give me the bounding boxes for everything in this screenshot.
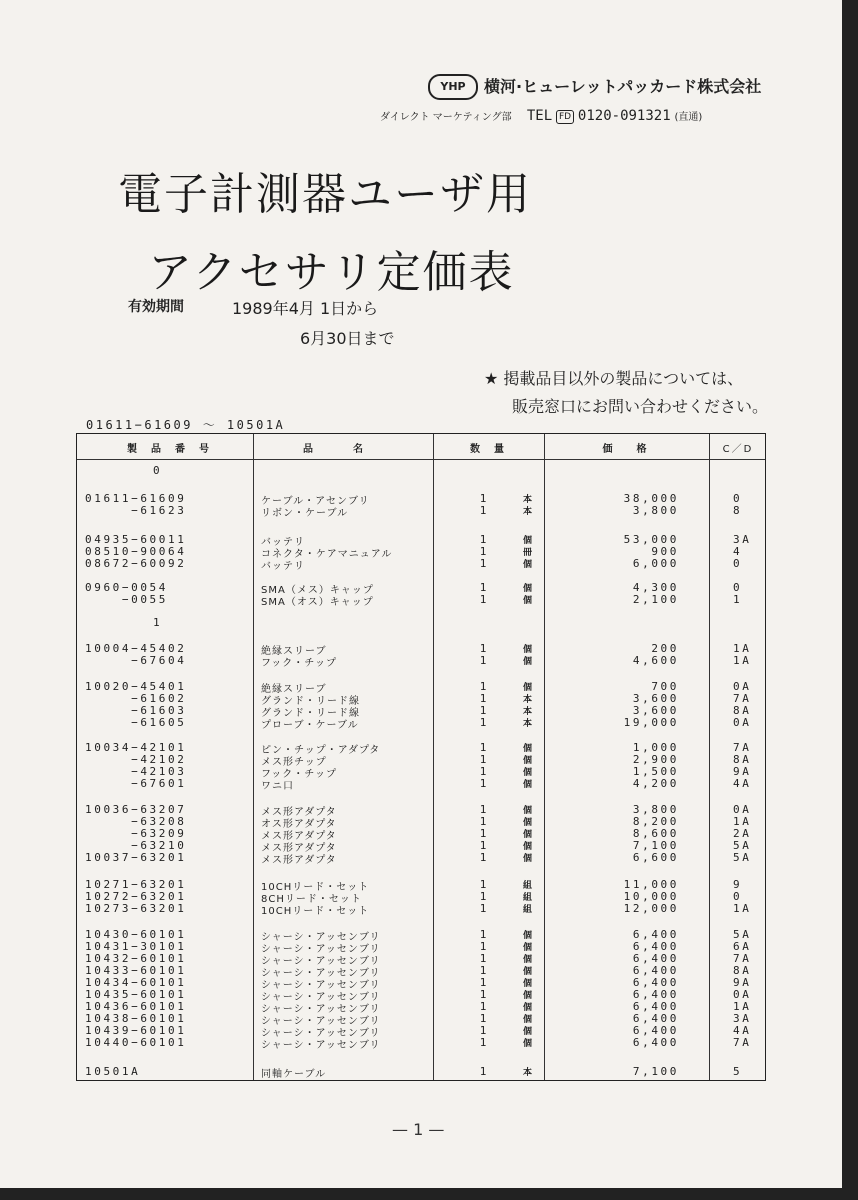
- price-cell: 900: [651, 545, 679, 558]
- part-number-cell: 08510−90064: [85, 545, 187, 558]
- page-number: — 1 —: [392, 1120, 445, 1139]
- product-name-cell: ワニ口: [261, 781, 294, 792]
- part-number-cell: 10501A: [85, 1065, 141, 1078]
- cd-cell: 1A: [733, 815, 752, 828]
- product-name-cell: 絶縁スリーブ: [261, 684, 327, 695]
- product-name-cell: シャーシ・アッセンブリ: [261, 956, 381, 967]
- note-line2: 販売窓口にお問い合わせください。: [512, 397, 769, 416]
- cd-cell: 8A: [733, 704, 752, 717]
- table-row: [77, 902, 765, 915]
- product-name-cell: シャーシ・アッセンブリ: [261, 1004, 381, 1015]
- document-title-line1: 電子計測器ユーザ用: [118, 169, 532, 220]
- price-cell: 3,800: [632, 803, 679, 816]
- cd-cell: 7A: [733, 741, 752, 754]
- cd-cell: 7A: [733, 1036, 752, 1049]
- unit-cell: 個: [523, 943, 533, 953]
- part-number-cell: −63210: [85, 839, 187, 852]
- quantity-cell: 1: [479, 940, 487, 953]
- unit-cell: 組: [523, 881, 533, 891]
- part-number-cell: 10037−63201: [85, 851, 187, 864]
- part-number-cell: −61603: [85, 704, 187, 717]
- product-name-cell: コネクタ・ケアマニュアル: [261, 549, 393, 560]
- part-number-cell: 10435−60101: [85, 988, 187, 1001]
- part-number-cell: −42102: [85, 753, 187, 766]
- table-row: [77, 557, 765, 570]
- unit-cell: 本: [523, 719, 533, 729]
- cd-cell: 1A: [733, 902, 752, 915]
- product-name-cell: SMA（オス）キャップ: [261, 597, 374, 608]
- product-name-cell: 10CHリード・セット: [261, 906, 370, 917]
- unit-cell: 本: [523, 1068, 533, 1078]
- product-name-cell: シャーシ・アッセンブリ: [261, 932, 381, 943]
- quantity-cell: 1: [479, 1065, 487, 1078]
- quantity-cell: 1: [479, 504, 487, 517]
- part-number-cell: −61623: [85, 504, 187, 517]
- header-part-number: 製品番号: [127, 444, 223, 455]
- unit-cell: 組: [523, 893, 533, 903]
- quantity-cell: 1: [479, 964, 487, 977]
- quantity-cell: 1: [479, 851, 487, 864]
- price-cell: 6,400: [632, 1000, 679, 1013]
- tel-number: 0120-091321: [577, 108, 671, 124]
- free-dial-icon: FD: [556, 110, 574, 124]
- product-name-cell: シャーシ・アッセンブリ: [261, 980, 381, 991]
- price-cell: 6,400: [632, 1036, 679, 1049]
- part-number-cell: 10271−63201: [85, 878, 187, 891]
- quantity-cell: 1: [479, 557, 487, 570]
- price-cell: 6,400: [632, 952, 679, 965]
- price-cell: 7,100: [632, 1065, 679, 1078]
- unit-cell: 個: [523, 756, 533, 766]
- part-number-cell: 10004−45402: [85, 642, 187, 655]
- part-number-cell: 10273−63201: [85, 902, 187, 915]
- part-number-cell: −63209: [85, 827, 187, 840]
- part-number-cell: −42103: [85, 765, 187, 778]
- quantity-cell: 1: [479, 741, 487, 754]
- table-row: [77, 851, 765, 864]
- validity-to: 6月30日まで: [300, 329, 395, 348]
- price-cell: 6,400: [632, 940, 679, 953]
- product-name-cell: シャーシ・アッセンブリ: [261, 944, 381, 955]
- quantity-cell: 1: [479, 803, 487, 816]
- cd-cell: 4A: [733, 777, 752, 790]
- cd-cell: 0A: [733, 803, 752, 816]
- unit-cell: 個: [523, 818, 533, 828]
- price-cell: 11,000: [623, 878, 679, 891]
- part-number-cell: −0055: [85, 593, 169, 606]
- price-cell: 12,000: [623, 902, 679, 915]
- part-number-cell: 10430−60101: [85, 928, 187, 941]
- header-product-name: 品名: [303, 444, 403, 455]
- validity-from: 1989年4月 1日から: [232, 299, 379, 318]
- cd-cell: 7A: [733, 692, 752, 705]
- part-number-cell: 10034−42101: [85, 741, 187, 754]
- unit-cell: 個: [523, 991, 533, 1001]
- product-name-cell: グランド・リード線: [261, 708, 360, 719]
- quantity-cell: 1: [479, 902, 487, 915]
- quantity-cell: 1: [479, 533, 487, 546]
- quantity-cell: 1: [479, 1036, 487, 1049]
- product-name-cell: プローブ・ケーブル: [261, 720, 359, 731]
- cd-cell: 1: [733, 593, 743, 606]
- cd-cell: 0: [733, 890, 743, 903]
- contact-line: [380, 108, 770, 124]
- document-title-line2: アクセサリ定価表: [148, 247, 515, 298]
- unit-cell: 個: [523, 596, 533, 606]
- yhp-logo: YHP: [428, 74, 478, 100]
- part-number-cell: 08672−60092: [85, 557, 187, 570]
- unit-cell: 個: [523, 967, 533, 977]
- cd-cell: 8A: [733, 753, 752, 766]
- product-name-cell: グランド・リード線: [261, 696, 360, 707]
- note-line1: ★ 掲載品目以外の製品については、: [484, 369, 744, 388]
- unit-cell: 個: [523, 683, 533, 693]
- unit-cell: 個: [523, 830, 533, 840]
- unit-cell: 個: [523, 536, 533, 546]
- part-number-cell: 10439−60101: [85, 1024, 187, 1037]
- unit-cell: 個: [523, 768, 533, 778]
- product-name-cell: シャーシ・アッセンブリ: [261, 968, 381, 979]
- quantity-cell: 1: [479, 890, 487, 903]
- quantity-cell: 1: [479, 1000, 487, 1013]
- price-cell: 3,600: [632, 692, 679, 705]
- quantity-cell: 1: [479, 716, 487, 729]
- cd-cell: 1A: [733, 1000, 752, 1013]
- price-cell: 3,800: [632, 504, 679, 517]
- cd-cell: 9A: [733, 765, 752, 778]
- price-cell: 2,100: [632, 593, 679, 606]
- price-table: [76, 433, 766, 1081]
- table-row: [77, 1065, 765, 1078]
- price-cell: 38,000: [623, 492, 679, 505]
- unit-cell: 個: [523, 584, 533, 594]
- part-number-cell: 10440−60101: [85, 1036, 187, 1049]
- price-cell: 7,100: [632, 839, 679, 852]
- product-name-cell: シャーシ・アッセンブリ: [261, 1028, 381, 1039]
- cd-cell: 4: [733, 545, 743, 558]
- validity-label: 有効期間: [128, 299, 184, 315]
- price-cell: 19,000: [623, 716, 679, 729]
- price-cell: 6,400: [632, 988, 679, 1001]
- price-cell: 6,400: [632, 976, 679, 989]
- part-number-cell: 0960−0054: [85, 581, 169, 594]
- price-cell: 53,000: [623, 533, 679, 546]
- scan-edge-bottom: [0, 1188, 858, 1200]
- price-cell: 8,200: [632, 815, 679, 828]
- price-cell: 6,400: [632, 928, 679, 941]
- price-cell: 6,000: [632, 557, 679, 570]
- quantity-cell: 1: [479, 765, 487, 778]
- unit-cell: 個: [523, 560, 533, 570]
- table-row: [77, 777, 765, 790]
- unit-cell: 本: [523, 695, 533, 705]
- group-label: 0: [153, 464, 160, 477]
- group-label: 1: [153, 616, 160, 629]
- product-name-cell: メス形アダプタ: [261, 855, 337, 866]
- part-number-cell: 10438−60101: [85, 1012, 187, 1025]
- product-name-cell: SMA（メス）キャップ: [261, 585, 374, 596]
- quantity-cell: 1: [479, 654, 487, 667]
- quantity-cell: 1: [479, 1012, 487, 1025]
- product-name-cell: バッテリ: [261, 537, 305, 548]
- cd-cell: 1A: [733, 642, 752, 655]
- quantity-cell: 1: [479, 704, 487, 717]
- unit-cell: 冊: [523, 548, 533, 558]
- unit-cell: 個: [523, 780, 533, 790]
- part-number-cell: −67601: [85, 777, 187, 790]
- part-number-cell: −61605: [85, 716, 187, 729]
- price-cell: 2,900: [632, 753, 679, 766]
- unit-cell: 本: [523, 507, 533, 517]
- cd-cell: 9A: [733, 976, 752, 989]
- unit-cell: 個: [523, 645, 533, 655]
- cd-cell: 4A: [733, 1024, 752, 1037]
- quantity-cell: 1: [479, 642, 487, 655]
- table-body: [77, 434, 765, 1080]
- quantity-cell: 1: [479, 928, 487, 941]
- header-quantity: 数量: [470, 444, 518, 455]
- company-name: 横河·ヒューレットパッカード株式会社: [484, 77, 762, 96]
- product-name-cell: シャーシ・アッセンブリ: [261, 1016, 381, 1027]
- cd-cell: 0: [733, 492, 743, 505]
- quantity-cell: 1: [479, 839, 487, 852]
- tel-note: (直通): [674, 112, 703, 123]
- part-number-range: 01611−61609 〜 10501A: [86, 418, 286, 432]
- product-name-cell: メス形アダプタ: [261, 831, 337, 842]
- cd-cell: 0: [733, 557, 743, 570]
- part-number-cell: 10432−60101: [85, 952, 187, 965]
- price-cell: 1,500: [632, 765, 679, 778]
- part-number-cell: 10433−60101: [85, 964, 187, 977]
- table-row: [77, 654, 765, 667]
- product-name-cell: シャーシ・アッセンブリ: [261, 992, 381, 1003]
- unit-cell: 組: [523, 905, 533, 915]
- cd-cell: 8: [733, 504, 743, 517]
- price-cell: 200: [651, 642, 679, 655]
- quantity-cell: 1: [479, 878, 487, 891]
- quantity-cell: 1: [479, 988, 487, 1001]
- quantity-cell: 1: [479, 545, 487, 558]
- product-name-cell: ピン・チップ・アダプタ: [261, 745, 381, 756]
- department-name: ダイレクト マーケティング部: [380, 112, 512, 123]
- price-cell: 3,600: [632, 704, 679, 717]
- part-number-cell: 10436−60101: [85, 1000, 187, 1013]
- product-name-cell: 同軸ケーブル: [261, 1069, 327, 1080]
- cd-cell: 6A: [733, 940, 752, 953]
- part-number-cell: 10020−45401: [85, 680, 187, 693]
- part-number-cell: 10431−30101: [85, 940, 187, 953]
- price-cell: 4,600: [632, 654, 679, 667]
- unit-cell: 個: [523, 979, 533, 989]
- table-row: [77, 593, 765, 606]
- cd-cell: 0: [733, 581, 743, 594]
- product-name-cell: 絶縁スリーブ: [261, 646, 327, 657]
- cd-cell: 0A: [733, 716, 752, 729]
- unit-cell: 本: [523, 707, 533, 717]
- cd-cell: 5: [733, 1065, 743, 1078]
- unit-cell: 本: [523, 495, 533, 505]
- quantity-cell: 1: [479, 952, 487, 965]
- part-number-cell: 10434−60101: [85, 976, 187, 989]
- product-name-cell: フック・チップ: [261, 658, 337, 669]
- unit-cell: 個: [523, 657, 533, 667]
- unit-cell: 個: [523, 1003, 533, 1013]
- cd-cell: 3A: [733, 533, 752, 546]
- price-cell: 6,400: [632, 1024, 679, 1037]
- part-number-cell: −61602: [85, 692, 187, 705]
- quantity-cell: 1: [479, 1024, 487, 1037]
- cd-cell: 5A: [733, 851, 752, 864]
- quantity-cell: 1: [479, 827, 487, 840]
- unit-cell: 個: [523, 806, 533, 816]
- product-name-cell: フック・チップ: [261, 769, 337, 780]
- quantity-cell: 1: [479, 692, 487, 705]
- part-number-cell: 01611−61609: [85, 492, 187, 505]
- cd-cell: 9: [733, 878, 743, 891]
- product-name-cell: シャーシ・アッセンブリ: [261, 1040, 381, 1051]
- quantity-cell: 1: [479, 815, 487, 828]
- product-name-cell: バッテリ: [261, 561, 305, 572]
- quantity-cell: 1: [479, 680, 487, 693]
- price-cell: 6,400: [632, 964, 679, 977]
- header-price: 価格: [602, 444, 671, 455]
- price-cell: 10,000: [623, 890, 679, 903]
- part-number-cell: 10272−63201: [85, 890, 187, 903]
- price-cell: 6,600: [632, 851, 679, 864]
- quantity-cell: 1: [479, 753, 487, 766]
- product-name-cell: メス形アダプタ: [261, 843, 337, 854]
- unit-cell: 個: [523, 854, 533, 864]
- cd-cell: 0A: [733, 988, 752, 1001]
- quantity-cell: 1: [479, 581, 487, 594]
- quantity-cell: 1: [479, 777, 487, 790]
- quantity-cell: 1: [479, 492, 487, 505]
- unit-cell: 個: [523, 955, 533, 965]
- quantity-cell: 1: [479, 976, 487, 989]
- price-cell: 6,400: [632, 1012, 679, 1025]
- product-name-cell: オス形アダプタ: [261, 819, 337, 830]
- product-name-cell: 10CHリード・セット: [261, 882, 370, 893]
- part-number-cell: 04935−60011: [85, 533, 187, 546]
- part-number-cell: −67604: [85, 654, 187, 667]
- unit-cell: 個: [523, 744, 533, 754]
- price-cell: 1,000: [632, 741, 679, 754]
- unit-cell: 個: [523, 1039, 533, 1049]
- cd-cell: 2A: [733, 827, 752, 840]
- product-name-cell: ケーブル・アセンブリ: [261, 496, 370, 507]
- scan-edge-right: [842, 0, 858, 1200]
- unit-cell: 個: [523, 1015, 533, 1025]
- cd-cell: 7A: [733, 952, 752, 965]
- unit-cell: 個: [523, 1027, 533, 1037]
- product-name-cell: 8CHリード・セット: [261, 894, 362, 905]
- price-cell: 700: [651, 680, 679, 693]
- product-name-cell: メス形チップ: [261, 757, 327, 768]
- cd-cell: 0A: [733, 680, 752, 693]
- cd-cell: 1A: [733, 654, 752, 667]
- cd-cell: 3A: [733, 1012, 752, 1025]
- cd-cell: 5A: [733, 839, 752, 852]
- unit-cell: 個: [523, 842, 533, 852]
- table-row: [77, 504, 765, 517]
- price-cell: 4,200: [632, 777, 679, 790]
- cd-cell: 5A: [733, 928, 752, 941]
- tel-label: TEL: [526, 108, 553, 124]
- part-number-cell: −63208: [85, 815, 187, 828]
- price-cell: 4,300: [632, 581, 679, 594]
- product-name-cell: リボン・ケーブル: [261, 508, 349, 519]
- unit-cell: 個: [523, 931, 533, 941]
- product-name-cell: メス形アダプタ: [261, 807, 337, 818]
- header-cd: C／D: [722, 444, 754, 455]
- price-cell: 8,600: [632, 827, 679, 840]
- table-row: [77, 716, 765, 729]
- quantity-cell: 1: [479, 593, 487, 606]
- part-number-cell: 10036−63207: [85, 803, 187, 816]
- table-row: [77, 1036, 765, 1049]
- cd-cell: 8A: [733, 964, 752, 977]
